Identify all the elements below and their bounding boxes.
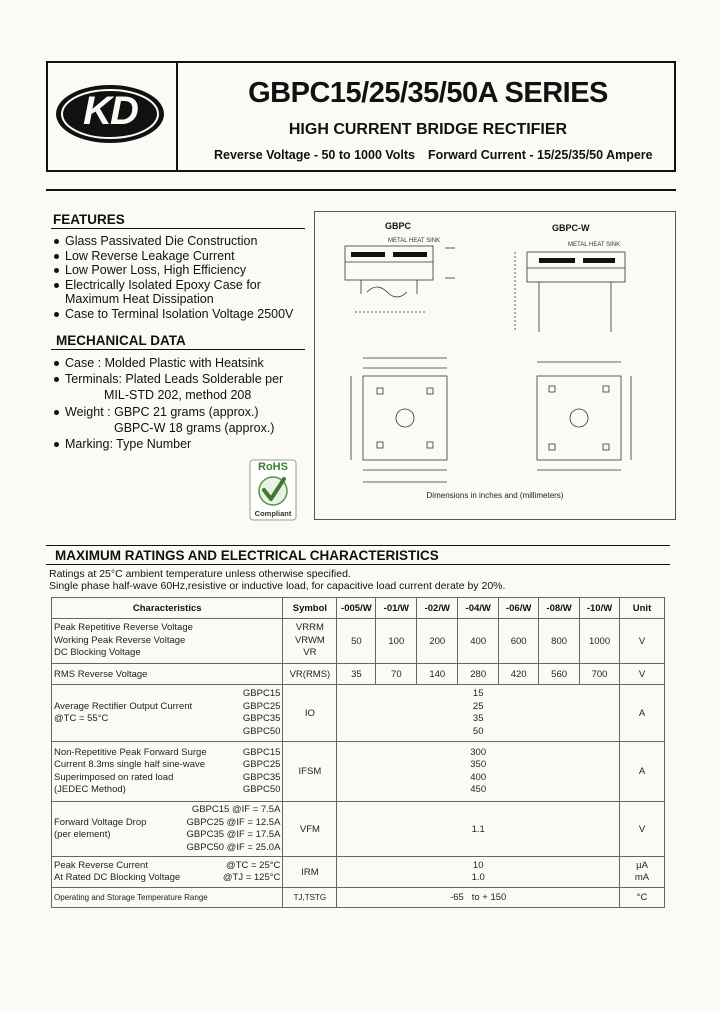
mechanical-list: [54, 355, 304, 452]
col-header: -04/W: [458, 598, 499, 619]
ratings-note-2: Single phase half-wave 60Hz,resistive or inductive load, for capacitive load current derate by 20%.: [49, 580, 506, 592]
package-drawings: [315, 212, 675, 519]
rohs-compliant: Compliant: [254, 509, 292, 518]
mechanical-rule: [51, 349, 305, 350]
list-item: MIL-STD 202, method 208: [104, 388, 252, 403]
col-header: -02/W: [417, 598, 458, 619]
heat-sink-label: METAL HEAT SINK: [388, 238, 441, 244]
features-title: FEATURES: [53, 212, 125, 227]
table-row: RMS Reverse Voltage VR(RMS) 35 70 140 280 420 560 700 V: [52, 664, 665, 685]
diagram-caption: Dimensions in inches and (millimeters): [426, 491, 564, 500]
rohs-badge: [249, 459, 297, 521]
ratings-rule-top: [46, 545, 670, 546]
ratings-title: MAXIMUM RATINGS AND ELECTRICAL CHARACTERISTICS: [55, 548, 439, 563]
list-item: Maximum Heat Dissipation: [65, 292, 214, 307]
header-box: [46, 61, 676, 172]
list-item: Marking: Type Number: [54, 436, 304, 452]
ratings-rule: [46, 564, 670, 565]
list-item: Electrically Isolated Epoxy Case for: [54, 278, 304, 293]
list-item: Weight : GBPC 21 grams (approx.): [54, 404, 304, 420]
forward-current-spec: Forward Current - 15/25/35/50 Ampere: [428, 148, 653, 162]
table-row: Peak Repetitive Reverse Voltage Working Peak Reverse Voltage DC Blocking Voltage VRRM VRWM VR 50 100 200 400 600 800 1000 V: [52, 619, 665, 664]
list-item: Case to Terminal Isolation Voltage 2500V: [54, 307, 304, 322]
list-item: Case : Molded Plastic with Heatsink: [54, 355, 304, 371]
kd-logo: [54, 83, 166, 145]
ratings-note-1: Ratings at 25°C ambient temperature unless otherwise specified.: [49, 568, 351, 580]
page-subtitle: HIGH CURRENT BRIDGE RECTIFIER: [288, 121, 568, 138]
page-title: GBPC15/25/35/50A SERIES: [248, 77, 608, 109]
col-header: -08/W: [539, 598, 580, 619]
table-row: Peak Reverse Current @TC = 25°C At Rated DC Blocking Voltage @TJ = 125°C IRM 10 1.0 µA mA: [52, 857, 665, 888]
dimension-diagram: [314, 211, 676, 520]
list-item: Terminals: Plated Leads Solderable per: [54, 371, 304, 387]
heat-sink-label: METAL HEAT SINK: [568, 242, 621, 248]
features-rule: [51, 228, 305, 229]
col-header: -01/W: [376, 598, 417, 619]
table-row: GBPC15 @IF = 7.5A Forward Voltage Drop GBPC25 @IF = 12.5A (per element) GBPC35 @IF = 17.5A GBPC50 @IF = 25.0A VFM 1.1 V: [52, 802, 665, 857]
table-row: Operating and Storage Temperature Range TJ,TSTG -65 to + 150 °C: [52, 888, 665, 908]
header-rule: [46, 189, 676, 191]
mechanical-title: MECHANICAL DATA: [56, 333, 186, 348]
list-item: Low Power Loss, High Efficiency: [54, 263, 304, 278]
list-item: GBPC-W 18 grams (approx.): [114, 420, 275, 435]
rohs-label: RoHS: [258, 461, 288, 473]
list-item: Glass Passivated Die Construction: [54, 234, 304, 249]
reverse-voltage-spec: Reverse Voltage - 50 to 1000 Volts: [214, 148, 416, 162]
logo-text: KD: [83, 89, 137, 133]
ratings-table: [51, 597, 665, 908]
table-row: Non-Repetitive Peak Forward Surge GBPC15 Current 8.3ms single half sine-wave GBPC25 Superimposed on rated load GBPC35 (JEDEC Method) GBPC50 IFSM 300 350 400 450 A: [52, 742, 665, 802]
col-header: Unit: [620, 598, 665, 619]
table-row: GBPC15 Average Rectifier Output Current GBPC25 @TC = 55°C GBPC35 GBPC50 IO 15 25 35 50 A: [52, 685, 665, 742]
features-list: [54, 234, 304, 322]
col-header: -06/W: [499, 598, 539, 619]
col-header: -10/W: [580, 598, 620, 619]
gbpcw-label: GBPC-W: [552, 223, 590, 233]
col-header: Characteristics: [52, 598, 283, 619]
col-header: -005/W: [337, 598, 376, 619]
list-item: Low Reverse Leakage Current: [54, 249, 304, 264]
gbpc-label: GBPC: [385, 221, 412, 231]
col-header: Symbol: [283, 598, 337, 619]
table-header-row: [52, 598, 665, 619]
header-divider: [176, 63, 178, 170]
